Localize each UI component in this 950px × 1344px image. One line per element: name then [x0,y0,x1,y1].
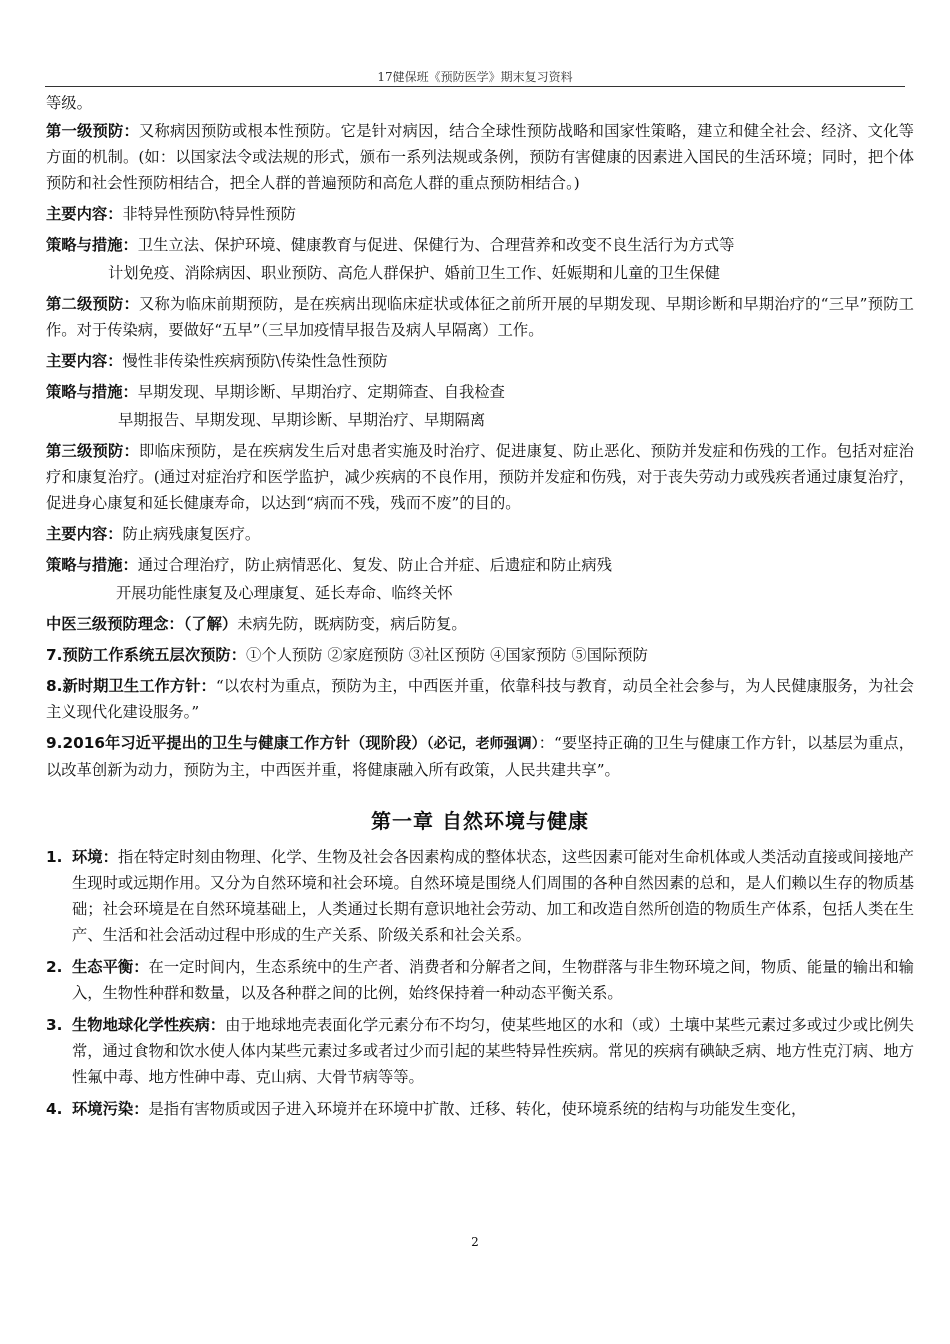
paragraph-secondary-prevention: 第二级预防：又称为临床前期预防，是在疾病出现临床症状或体征之前所开展的早期发现、早期诊断和早期治疗的“三早”预防工作。对于传染病，要做好“五早”（三早加疫情早报告及病人早隔离）工作。 [46,295,914,339]
term-label: 第一级预防： [46,122,140,140]
paragraph-tertiary-prevention: 第三级预防：即临床预防，是在疾病发生后对患者实施及时治疗、促进康复、防止恶化、预防并发症和伤残的工作。包括对症治疗和康复治疗。(通过对症治疗和医学监护，减少疾病的不良作用，预防并发症和伤残，对于丧失劳动力或残疾者通过康复治疗，促进身心康复和延长健康寿命，以达到“病而不残，残而不废”的目的。 [46,442,914,512]
paragraph-primary-prevention: 第一级预防：又称病因预防或根本性预防。它是针对病因，结合全球性预防战略和国家性策略，建立和健全社会、经济、文化等方面的机制。(如：以国家法令或法规的形式，颁布一系列法规或条例，预防有害健康的因素进入国民的生活环境；同时，把个体预防和社会性预防相结合，把全人群的普遍预防和高危人群的重点预防相结合。) [46,122,914,192]
header-rule [45,86,905,87]
paragraph-main-content: 主要内容：慢性非传染性疾病预防\传染性急性预防 [46,352,388,370]
paragraph-strategy: 策略与措施：早期发现、早期诊断、早期治疗、定期筛查、自我检查 [46,383,505,401]
paragraph-main-content: 主要内容：非特异性预防\特异性预防 [46,205,296,223]
paragraph-2016-policy: 9.2016年习近平提出的卫生与健康工作方针（现阶段）（必记，老师强调）：“要坚持正确的卫生与健康工作方针，以基层为重点，以改革创新为动力，预防为主，中西医并重，将健康融入所有政策，人民共建共享”。 [46,734,915,779]
page-number: 2 [471,1235,479,1249]
paragraph-tcm-prevention: 中医三级预防理念：（了解）未病先防，既病防变，病后防复。 [46,615,467,633]
paragraph-continuation: 等级。 [46,94,92,112]
list-item: 1. 环境：指在特定时刻由物理、化学、生物及社会各因素构成的整体状态，这些因素可能对生命机体或人类活动直接或间接地产生现时或远期作用。又分为自然环境和社会环境。自然环境是围绕人们周围的各种自然因素的总和，是人们赖以生存的物质基础；社会环境是在自然环境基础上，人类通过长期有意识地社会劳动、加工和改造自然所创造的物质生产体系，包括人类在生产、生活和社会活动过程中形成的生产关系、阶级关系和社会关系。 [46,848,914,944]
paragraph-strategy: 策略与措施：通过合理治疗，防止病情恶化、复发、防止合并症、后遗症和防止病残 [46,556,613,574]
paragraph-health-policy: 8.新时期卫生工作方针：“以农村为重点，预防为主，中西医并重，依靠科技与教育，动员全社会参与，为人民健康服务，为社会主义现代化建设服务。” [46,677,914,721]
chapter-title: 第一章 自然环境与健康 [371,809,589,833]
paragraph-strategy-cont: 开展功能性康复及心理康复、延长寿命、临终关怀 [116,584,453,602]
list-item: 2. 生态平衡：在一定时间内，生态系统中的生产者、消费者和分解者之间，生物群落与非生物环境之间，物质、能量的输出和输入，生物性种群和数量，以及各种群之间的比例，始终保持着一种动态平衡关系。 [46,958,914,1002]
paragraph-five-levels: 7.预防工作系统五层次预防：①个人预防 ②家庭预防 ③社区预防 ④国家预防 ⑤国际预防 [46,646,648,664]
running-header: 17健保班《预防医学》期末复习资料 [377,70,573,84]
list-item: 3. 生物地球化学性疾病：由于地球地壳表面化学元素分布不均匀，使某些地区的水和（或）土壤中某些元素过多或过少或比例失常，通过食物和饮水使人体内某些元素过多或者过少而引起的某些特异性疾病。常见的疾病有碘缺乏病、地方性克汀病、地方性氟中毒、地方性砷中毒、克山病、大骨节病等等。 [46,1016,914,1086]
page-body [46,90,914,1128]
paragraph-main-content: 主要内容：防止病残康复医疗。 [46,525,261,543]
list-item: 4. 环境污染：是指有害物质或因子进入环境并在环境中扩散、迁移、转化，使环境系统的结构与功能发生变化， [46,1100,807,1118]
paragraph-strategy: 策略与措施：卫生立法、保护环境、健康教育与促进、保健行为、合理营养和改变不良生活行为方式等 [46,236,735,254]
paragraph-strategy-cont: 计划免疫、消除病因、职业预防、高危人群保护、婚前卫生工作、妊娠期和儿童的卫生保健 [108,264,720,282]
paragraph-strategy-cont: 早期报告、早期发现、早期诊断、早期治疗、早期隔离 [118,411,486,429]
